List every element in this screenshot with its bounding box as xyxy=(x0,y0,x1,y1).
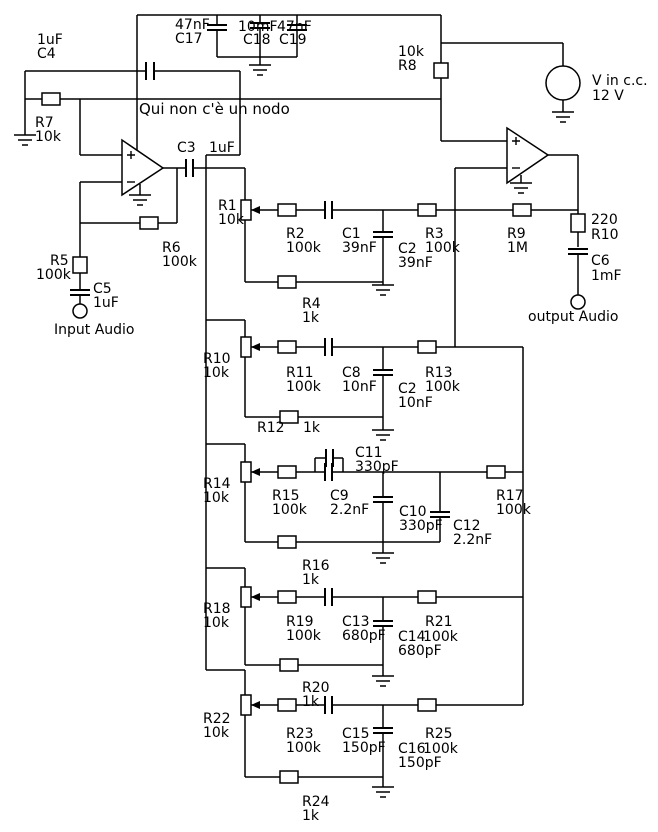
capacitor-C2-band2 xyxy=(373,370,393,375)
pot-body xyxy=(241,462,251,482)
label-R16-name: R16 xyxy=(302,558,330,574)
label-R23-name: R23 xyxy=(286,726,314,742)
ground-icon xyxy=(372,285,394,295)
label-R4-value: 1k xyxy=(302,310,320,326)
resistor-R7 xyxy=(42,93,60,105)
capacitor-C4 xyxy=(146,62,154,80)
label-C2-band1-value: 39nF xyxy=(398,255,433,271)
label-C3-value: 1uF xyxy=(209,140,235,156)
label-C1-value: 39nF xyxy=(342,240,377,256)
label-C4-name: C4 xyxy=(37,46,56,62)
label-C12-value: 2.2nF xyxy=(453,532,493,548)
resistor-R20 xyxy=(280,659,298,671)
ground-icon xyxy=(249,65,271,75)
resistor-R16 xyxy=(278,536,296,548)
capacitor-C5 xyxy=(70,290,90,295)
label-C4-value: 1uF xyxy=(37,32,63,48)
pot-body xyxy=(241,587,251,607)
label-R2-name: R2 xyxy=(286,226,305,242)
resistor-R15 xyxy=(278,466,296,478)
capacitor-C10 xyxy=(373,497,393,502)
label-C18-value: 10mF xyxy=(238,19,278,35)
label-C13-name: C13 xyxy=(342,614,370,630)
label-R21-name: R21 xyxy=(425,614,453,630)
resistor-R17 xyxy=(487,466,505,478)
label-R1-name: R1 xyxy=(218,198,237,214)
label-R25-value: 100k xyxy=(423,741,458,757)
resistor-R3 xyxy=(418,204,436,216)
pot-body xyxy=(241,337,251,357)
wiper-arrow-icon xyxy=(251,343,260,351)
ground-icon xyxy=(552,112,574,122)
label-R3-name: R3 xyxy=(425,226,444,242)
resistor-R19 xyxy=(278,591,296,603)
label-C1-name: C1 xyxy=(342,226,361,242)
resistor-R5 xyxy=(73,257,87,273)
label-R16-value: 1k xyxy=(302,572,320,588)
label-C14-name: C14 xyxy=(398,629,426,645)
label-R17-value: 100k xyxy=(496,502,531,518)
label-C3-name: C3 xyxy=(177,140,196,156)
potentiometer-R18 xyxy=(241,587,260,607)
label-R10-out-value: 220 xyxy=(591,212,618,228)
input-terminal-label: Input Audio xyxy=(54,322,135,338)
capacitor-C12 xyxy=(430,512,450,517)
resistor-R21 xyxy=(418,591,436,603)
label-R18-value: 10k xyxy=(203,615,229,631)
label-C9-name: C9 xyxy=(330,488,349,504)
label-R14-name: R14 xyxy=(203,476,231,492)
label-R11-value: 100k xyxy=(286,379,321,395)
potentiometer-R22 xyxy=(241,695,260,715)
ground-icon xyxy=(14,135,36,145)
resistor-R8 xyxy=(434,63,448,78)
label-R4-name: R4 xyxy=(302,296,321,312)
label-R7-name: R7 xyxy=(35,115,54,131)
label-R8-value: 10k xyxy=(398,44,424,60)
label-C10-value: 330pF xyxy=(399,518,443,534)
label-C6-value: 1mF xyxy=(591,268,622,284)
output-terminal xyxy=(571,295,585,309)
resistor-R13 xyxy=(418,341,436,353)
label-R20-value: 1k xyxy=(302,694,320,710)
label-R12-name: R12 xyxy=(257,420,285,436)
label-R17-name: R17 xyxy=(496,488,524,504)
label-R24-value: 1k xyxy=(302,808,320,824)
resistor-R9 xyxy=(513,204,531,216)
output-terminal-label: output Audio xyxy=(528,309,619,325)
wiper-arrow-icon xyxy=(251,701,260,709)
label-R7-value: 10k xyxy=(35,129,61,145)
label-R21-value: 100k xyxy=(423,629,458,645)
capacitor-C14 xyxy=(373,621,393,626)
label-C15-value: 150pF xyxy=(342,740,386,756)
label-C16-name: C16 xyxy=(398,741,426,757)
resistor-R23 xyxy=(278,699,296,711)
opamp-1 xyxy=(122,140,163,195)
ground-icon xyxy=(510,183,532,193)
resistor-R25 xyxy=(418,699,436,711)
label-R13-name: R13 xyxy=(425,365,453,381)
label-C12-name: C12 xyxy=(453,518,481,534)
capacitor-C3 xyxy=(186,159,193,177)
capacitor-C6 xyxy=(568,249,588,254)
resistor-R10-output xyxy=(571,214,585,232)
capacitor-C1 xyxy=(325,201,332,219)
label-R3-value: 100k xyxy=(425,240,460,256)
label-C15-name: C15 xyxy=(342,726,370,742)
label-supply-line2: 12 V xyxy=(592,88,624,104)
label-R2-value: 100k xyxy=(286,240,321,256)
ground-icon xyxy=(372,787,394,797)
ground-icon xyxy=(372,430,394,440)
label-C19-value: 47nF xyxy=(277,19,312,35)
label-C2-band1-name: C2 xyxy=(398,241,417,257)
label-C11-name: C11 xyxy=(355,445,383,461)
label-R5-value: 100k xyxy=(36,267,71,283)
label-C10-name: C10 xyxy=(399,504,427,520)
label-C8-name: C8 xyxy=(342,365,361,381)
label-C17-value: 47nF xyxy=(175,17,210,33)
ground-icon xyxy=(372,553,394,563)
wiper-arrow-icon xyxy=(251,593,260,601)
resistor-R6 xyxy=(140,217,158,229)
label-R1-value: 10k xyxy=(218,212,244,228)
label-C18-name: C18 xyxy=(243,32,271,48)
capacitor-C13 xyxy=(325,588,332,606)
label-C8-value: 10nF xyxy=(342,379,377,395)
capacitor-C2-band1 xyxy=(373,232,393,237)
no-node-note: Qui non c'è un nodo xyxy=(139,100,290,118)
label-C5-name: C5 xyxy=(93,281,112,297)
label-C13-value: 680pF xyxy=(342,628,386,644)
label-R6-name: R6 xyxy=(162,240,181,256)
resistor-R4 xyxy=(278,276,296,288)
ground-icon xyxy=(372,676,394,686)
label-R22-name: R22 xyxy=(203,711,231,727)
label-R15-name: R15 xyxy=(272,488,300,504)
input-terminal xyxy=(73,304,87,318)
label-R5-name: R5 xyxy=(50,253,69,269)
label-R6-value: 100k xyxy=(162,254,197,270)
label-C11-value: 330pF xyxy=(355,459,399,475)
label-supply-line1: V in c.c. xyxy=(592,73,648,89)
labels xyxy=(35,17,648,824)
label-R22-value: 10k xyxy=(203,725,229,741)
opamp-2 xyxy=(507,128,548,183)
label-R10-out-name: R10 xyxy=(591,227,619,243)
capacitor-C17 xyxy=(207,25,227,30)
resistor-R2 xyxy=(278,204,296,216)
potentiometer-R14 xyxy=(241,462,260,482)
label-R19-value: 100k xyxy=(286,628,321,644)
label-R9-value: 1M xyxy=(507,240,528,256)
label-C19-name: C19 xyxy=(279,32,307,48)
label-R9-name: R9 xyxy=(507,226,526,242)
label-C16-value: 150pF xyxy=(398,755,442,771)
potentiometer-R10 xyxy=(241,337,260,357)
label-C17-name: C17 xyxy=(175,31,203,47)
label-R25-name: R25 xyxy=(425,726,453,742)
label-R18-name: R18 xyxy=(203,601,231,617)
capacitor-C16 xyxy=(373,728,393,733)
label-R19-name: R19 xyxy=(286,614,314,630)
capacitor-C8 xyxy=(325,338,332,356)
opamp-triangle xyxy=(122,140,163,195)
wiper-arrow-icon xyxy=(251,468,260,476)
label-C2-band2-name: C2 xyxy=(398,381,417,397)
capacitor-C15 xyxy=(325,696,332,714)
ground-icon xyxy=(129,195,151,205)
label-R13-value: 100k xyxy=(425,379,460,395)
label-R15-value: 100k xyxy=(272,502,307,518)
label-R8-name: R8 xyxy=(398,58,417,74)
label-R24-name: R24 xyxy=(302,794,330,810)
label-R12-value: 1k xyxy=(303,420,321,436)
label-R20-name: R20 xyxy=(302,680,330,696)
label-C5-value: 1uF xyxy=(93,295,119,311)
label-C2-band2-value: 10nF xyxy=(398,395,433,411)
label-R23-value: 100k xyxy=(286,740,321,756)
label-C6-name: C6 xyxy=(591,253,610,269)
resistor-R24 xyxy=(280,771,298,783)
wiper-arrow-icon xyxy=(251,206,260,214)
opamp-triangle xyxy=(507,128,548,183)
pot-body xyxy=(241,695,251,715)
label-R10-pot-value: 10k xyxy=(203,365,229,381)
dc-source-icon xyxy=(546,66,580,100)
label-C9-value: 2.2nF xyxy=(330,502,370,518)
resistor-R11 xyxy=(278,341,296,353)
label-R10-pot-name: R10 xyxy=(203,351,231,367)
label-R14-value: 10k xyxy=(203,490,229,506)
label-R11-name: R11 xyxy=(286,365,314,381)
label-C14-value: 680pF xyxy=(398,643,442,659)
